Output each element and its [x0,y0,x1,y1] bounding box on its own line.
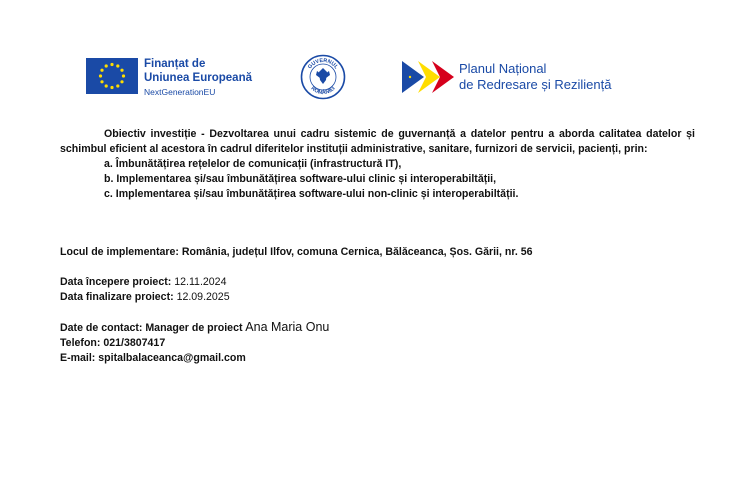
eu-line-3: NextGenerationEU [144,87,216,97]
list-item: c. Implementarea și/sau îmbunătățirea software-ului non-clinic și interoperabiltății. [104,188,519,200]
email-line: E-mail: spitalbalaceanca@gmail.com [60,352,246,364]
list-item: a. Îmbunătățirea rețelelor de comunicații (infrastructură IT), [104,158,402,170]
list-item: b. Implementarea și/sau îmbunătățirea software-ului clinic și interoperabiltății, [104,173,497,185]
objective-paragraph [60,127,695,157]
end-date-value: 12.09.2025 [173,291,230,303]
manager-name: Ana Maria Onu [242,320,330,334]
start-date-value: 12.11.2024 [171,276,227,288]
start-date-line [60,275,230,290]
pnrr-text [459,61,611,92]
eu-funding-text [144,57,252,98]
government-seal-icon [300,54,346,100]
end-date-line [60,290,230,305]
objective-section [60,127,695,202]
contact-block [60,320,329,366]
contact-line [60,320,329,336]
start-date-label: Data începere proiect: [60,276,172,288]
end-date-label: Data finalizare proiect: [60,291,174,303]
pnrr-line-1: Planul Național [459,61,547,76]
seal-text-top: GUVERNUL [307,57,340,71]
seal-text-bottom: ROMÂNIEI [309,85,337,97]
eu-line-1: Finanțat de [144,58,206,70]
location-value: România, județul Ilfov, comuna Cernica, Bălăceanca, Șos. Gării, nr. 56 [178,246,533,258]
objective-text: Dezvoltarea unui cadru sistemic de guvernanță a datelor pentru a aborda calitatea datelor și schimbul eficient al acestora în cadrul diferitelor instituții administrative, sanitare, furnizori de servicii, pacienți, prin: [60,128,696,155]
eu-line-2: Uniunea Europeană [144,72,252,84]
objective-label: Obiectiv investiție - [104,128,205,140]
phone-line: Telefon: 021/3807417 [60,337,166,349]
objective-list [60,157,695,202]
location-label: Locul de implementare: [60,246,179,258]
pnrr-logo-icon [402,61,456,93]
contact-label: Date de contact: Manager de proiect [60,322,243,334]
location-line [60,245,533,260]
pnrr-line-2: de Redresare și Reziliență [459,76,612,92]
dates-block [60,275,230,305]
eu-flag-icon [86,58,138,94]
header-logos [0,0,741,110]
